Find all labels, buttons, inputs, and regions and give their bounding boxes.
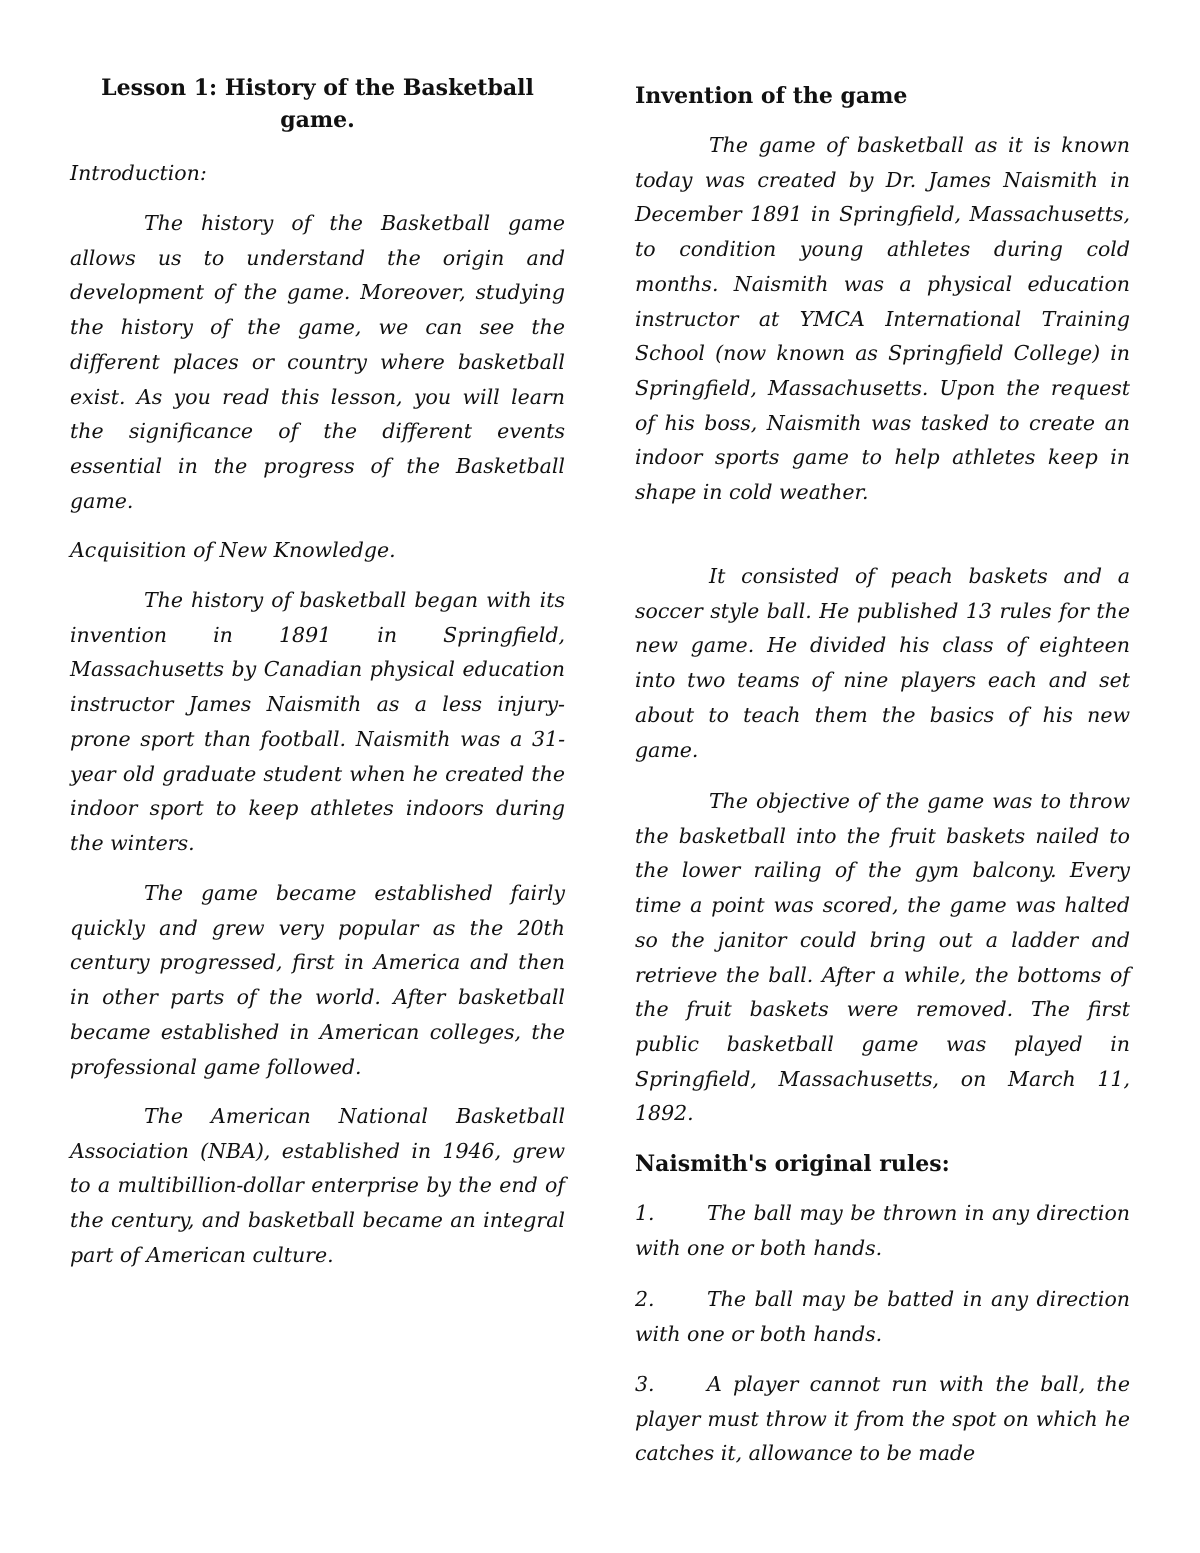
rule-text: The ball may be batted in any direction with one or both hands. bbox=[635, 1287, 1130, 1346]
popularity-paragraph: The game became established fairly quickly and grew very popular as the 20th century progressed, first in America and then in other parts of the world. After basketball became established in American colleges, the professional game followed. bbox=[70, 881, 565, 1079]
rule-item bbox=[635, 1367, 1130, 1471]
peach-baskets-paragraph: It consisted of peach baskets and a soccer style ball. He published 13 rules for the new game. He divided his class of eighteen into two teams of nine players each and set about to teach them the basics of his new game. bbox=[635, 564, 1130, 762]
rule-number: 1. bbox=[635, 1201, 655, 1225]
introduction-paragraph: The history of the Basketball game allows us to understand the origin and development of the game. Moreover, studying the history of the game, we can see the different places or country where basketball exist. As you read this lesson, you will learn the significance of the different events essential in the progress of the Basketball game. bbox=[70, 211, 565, 513]
rules-heading: Naismith's original rules: bbox=[635, 1151, 950, 1177]
introduction-label: Introduction: bbox=[70, 161, 207, 185]
nba-paragraph: The American National Basketball Association (NBA), established in 1946, grew to a multibillion-dollar enterprise by the end of the century, and basketball became an integral part of American culture. bbox=[70, 1104, 565, 1267]
rule-text: The ball may be thrown in any direction with one or both hands. bbox=[635, 1201, 1130, 1260]
rule-item bbox=[635, 1196, 1130, 1265]
objective-paragraph: The objective of the game was to throw the basketball into the fruit baskets nailed to the lower railing of the gym balcony. Every time a point was scored, the game was halted so the janitor could bring out a ladder and retrieve the ball. After a while, the bottoms of the fruit baskets were removed. The first public basketball game was played in Springfield, Massachusetts, on March 11, 1892. bbox=[635, 789, 1130, 1126]
invention-heading: Invention of the game bbox=[635, 83, 908, 109]
rule-number: 3. bbox=[635, 1372, 655, 1396]
rule-item bbox=[635, 1282, 1130, 1351]
acquisition-label: Acquisition of New Knowledge. bbox=[70, 538, 396, 562]
history-paragraph: The history of basketball began with its invention in 1891 in Springfield, Massachusetts by Canadian physical education instructor James Naismith as a less injury-prone sport than football. Naismith was a 31-year old graduate student when he created the indoor sport to keep athletes indoors during the winters. bbox=[70, 588, 565, 855]
invention-paragraph: The game of basketball as it is known today was created by Dr. James Naismith in December 1891 in Springfield, Massachusetts, to condition young athletes during cold months. Naismith was a physical education instructor at YMCA International Training School (now known as Springfield College) in Springfield, Massachusetts. Upon the request of his boss, Naismith was tasked to create an indoor sports game to help athletes keep in shape in cold weather. bbox=[635, 133, 1130, 505]
rule-number: 2. bbox=[635, 1287, 655, 1311]
lesson-title: Lesson 1: History of the Basketball game. bbox=[101, 75, 534, 133]
rule-text: A player cannot run with the ball, the player must throw it from the spot on which he catches it, allowance to be made bbox=[635, 1372, 1130, 1466]
